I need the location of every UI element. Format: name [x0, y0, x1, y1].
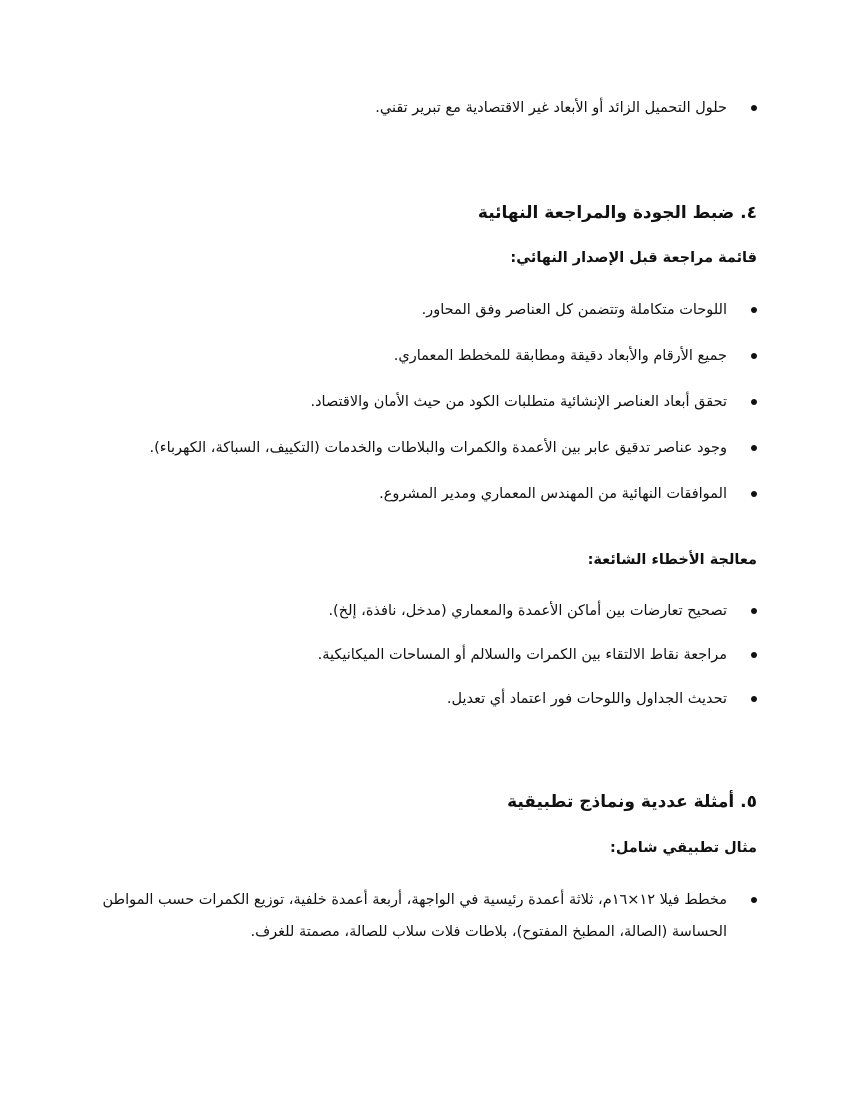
list-item: حلول التحميل الزائد أو الأبعاد غير الاقتصادية مع تبرير تقني. [96, 92, 757, 124]
list-item: مخطط فيلا ١٢×١٦م، ثلاثة أعمدة رئيسية في الواجهة، أربعة أعمدة خلفية، توزيع الكمرات حسب المواطن الحساسة (الصالة، المطبخ المفتوح)، بلاطات فلات سلاب للصالة، مصمتة للغرف. [96, 884, 757, 948]
bullet-icon [751, 353, 757, 359]
bullet-icon [751, 445, 757, 451]
bullet-icon [751, 608, 757, 614]
list-item: جميع الأرقام والأبعاد دقيقة ومطابقة للمخطط المعماري. [96, 340, 757, 372]
bullet-icon [751, 307, 757, 313]
example-heading: مثال تطبيقي شامل: [610, 840, 757, 856]
checklist-list [96, 294, 757, 510]
list-item: تحقق أبعاد العناصر الإنشائية متطلبات الكود من حيث الأمان والاقتصاد. [96, 386, 757, 418]
list-item: مراجعة نقاط الالتقاء بين الكمرات والسلالم أو المساحات الميكانيكية. [96, 639, 757, 671]
list-item: وجود عناصر تدقيق عابر بين الأعمدة والكمرات والبلاطات والخدمات (التكييف، السباكة، الكهرباء). [96, 432, 757, 464]
list-item: الموافقات النهائية من المهندس المعماري ومدير المشروع. [96, 478, 757, 510]
bullet-icon [751, 491, 757, 497]
list-item: اللوحات متكاملة وتتضمن كل العناصر وفق المحاور. [96, 294, 757, 326]
section-4-title: ٤. ضبط الجودة والمراجعة النهائية [477, 203, 757, 223]
intro-list [96, 92, 757, 124]
errors-list [96, 595, 757, 715]
list-item: تصحيح تعارضات بين أماكن الأعمدة والمعماري (مدخل، نافذة، إلخ). [96, 595, 757, 627]
checklist-heading: قائمة مراجعة قبل الإصدار النهائي: [510, 250, 757, 266]
bullet-icon [751, 105, 757, 111]
list-item: تحديث الجداول واللوحات فور اعتماد أي تعديل. [96, 683, 757, 715]
section-5-title: ٥. أمثلة عددية ونماذج تطبيقية [507, 792, 757, 812]
bullet-icon [751, 696, 757, 702]
errors-heading: معالجة الأخطاء الشائعة: [587, 552, 757, 568]
document-page [96, 0, 757, 1100]
bullet-icon [751, 652, 757, 658]
bullet-icon [751, 897, 757, 903]
example-list [96, 884, 757, 948]
bullet-icon [751, 399, 757, 405]
